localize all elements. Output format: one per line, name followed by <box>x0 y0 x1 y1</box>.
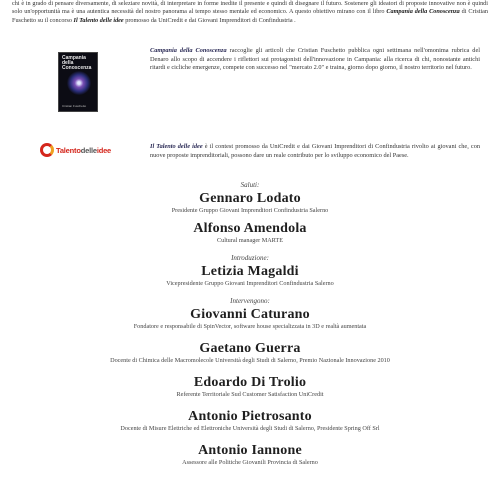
speaker-item <box>0 340 500 365</box>
speaker-item <box>0 408 500 433</box>
book-description-text: raccoglie gli articoli che Cristian Fuschetto pubblica ogni settimana nell'omonima rubrica del Denaro allo scopo di accendere i riflettori sui protagonisti dell'innovazione in Campania: alla ricerca di chi, nonostante antichi ritardi e cicliche emergenze, compete con successo nel "mercato 2.0" e traina, giorno dopo giorno, il nostro territorio nel futuro. <box>150 47 480 72</box>
book-cover-author: Cristian Fuschetto <box>62 104 87 108</box>
speaker-role: Intervengono: <box>230 297 270 305</box>
speaker-item <box>0 254 500 288</box>
book-cover-swirl <box>67 71 91 95</box>
intro-line-3: tempo stesso mentale ed economico. A questo obiettivo mirano con il libro <box>195 8 385 16</box>
intro-book-title: Campania della Conoscenza <box>386 8 460 16</box>
speaker-name: Edoardo Di Trolio <box>193 375 307 390</box>
book-description <box>150 47 480 73</box>
speaker-item <box>0 297 500 331</box>
speaker-name: Giovanni Caturano <box>190 307 310 322</box>
book-cover-image <box>58 52 98 112</box>
speaker-name: Alfonso Amendola <box>193 221 307 236</box>
speaker-item <box>0 374 500 399</box>
speaker-item <box>0 220 500 245</box>
contest-description <box>150 143 480 160</box>
speaker-description: Assessore alle Politiche Giovanili Provincia di Salerno <box>182 459 318 466</box>
book-description-lead: Campania della Conoscenza <box>150 47 227 54</box>
logo-text: Talentodelleidee <box>56 145 112 155</box>
speaker-role: Introduzione: <box>231 254 269 262</box>
speaker-description: Docente di Chimica delle Macromolecole Università degli Studi di Salerno, Premio Nazionale Innovazione 2010 <box>110 357 390 364</box>
intro-line-4-end: promosso da UniCredit e dai Giovani Imprenditori di Confindustria . <box>125 16 296 24</box>
speaker-description: Presidente Gruppo Giovani Imprenditori Confindustria Salerno <box>171 207 329 214</box>
intro-line-4-pre: concorso <box>49 16 72 24</box>
intro-line-2: Sostenere gli ideatori di proposte innovative non è quindi solo un'opportunità ma è una autentica necessità del nostro panorama al <box>12 0 488 16</box>
speaker-role: Saluti: <box>240 181 260 189</box>
speaker-item <box>0 442 500 467</box>
speaker-name: Antonio Iannone <box>198 443 302 458</box>
speaker-description: Referente Territoriale Sud Customer Satisfaction UniCredit <box>176 391 324 398</box>
speaker-name: Antonio Pietrosanto <box>188 409 312 424</box>
talento-delle-idee-logo <box>40 140 122 160</box>
speakers-list <box>0 181 500 467</box>
speaker-name: Gaetano Guerra <box>199 341 301 356</box>
speaker-name: Letizia Magaldi <box>201 264 299 279</box>
contest-description-lead: Il Talento delle idee <box>150 143 203 150</box>
book-cover-title: Campania della Conoscenza <box>62 55 92 71</box>
speaker-description: Vicepresidente Gruppo Giovani Imprenditori Confindustria Salerno <box>166 280 334 287</box>
speaker-item <box>0 181 500 215</box>
speaker-description: Fondatore e responsabile di SpinVector, software house specializzata in 3D e realtà aumentata <box>133 323 367 330</box>
contest-description-text: è il contest promosso da UniCredit e dai Giovani Imprenditori di Confindustria rivolto ai giovani che, con nuove proposte imprenditoriali, possono dare un reale contributo per lo sviluppo economico del Paese. <box>150 143 480 159</box>
speaker-name: Gennaro Lodato <box>199 191 301 206</box>
speaker-description: Docente di Misure Elettriche ed Elettroniche Università degli Studi di Salerno, Presidente Spring Off Srl <box>120 425 380 432</box>
intro-line-1: chi è in grado di pensare diversamente, di seleziare novità, di interpretare in forme inedite il presente e quindi di disegnare il futuro. <box>12 0 343 7</box>
logo-ring-icon <box>40 143 54 157</box>
intro-contest-name: Il Talento delle idee <box>73 16 124 24</box>
speaker-description: Cultural manager MARTE <box>217 237 283 244</box>
intro-line-3-end: di Cristian Fuschetto su il <box>12 8 488 24</box>
intro-text <box>12 0 488 25</box>
